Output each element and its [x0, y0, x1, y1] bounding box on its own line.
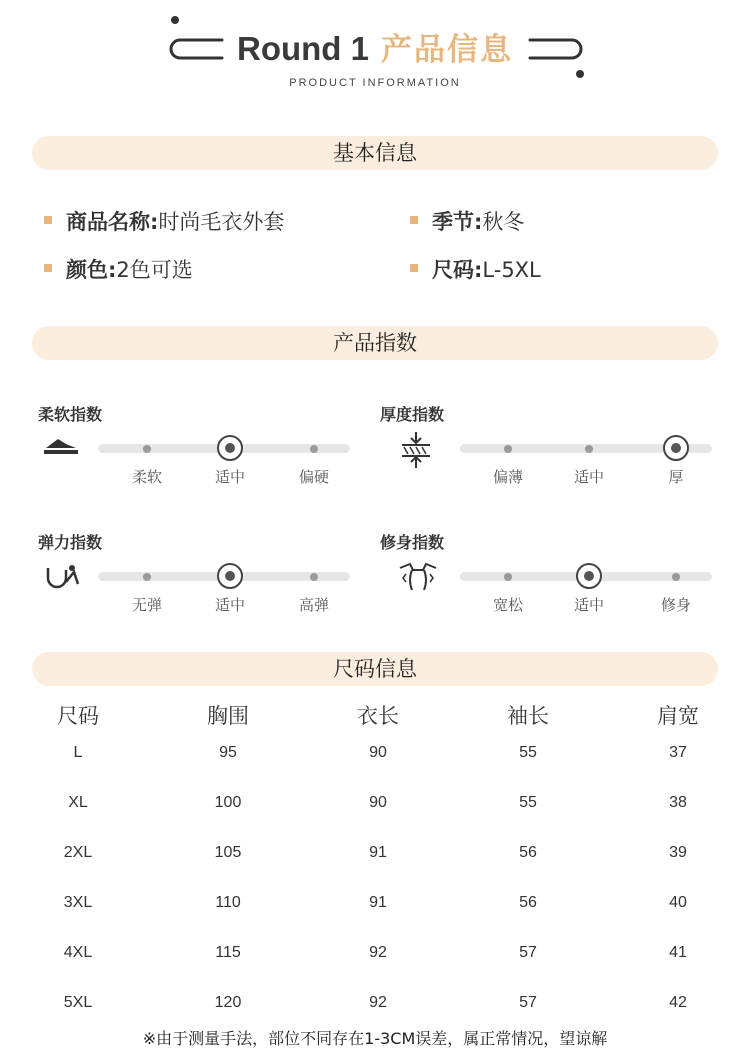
- index-selected-marker: [217, 435, 243, 461]
- measurement-note: ※由于测量手法，部位不同存在1-3CM误差，属正常情况，望谅解: [142, 1029, 608, 1048]
- index-selected-marker: [663, 435, 689, 461]
- table-cell: 57: [519, 994, 537, 1011]
- index-title: 弹力指数: [38, 533, 103, 552]
- table-cell-size: 2XL: [63, 844, 93, 861]
- index-stop-dot: [143, 573, 151, 581]
- section-basic-info: 基本信息: [32, 136, 718, 170]
- body-fit-icon: [398, 560, 438, 592]
- index-stop-dot: [504, 445, 512, 453]
- info-label: 颜色:: [66, 258, 117, 282]
- table-cell: 105: [214, 844, 242, 861]
- index-option-label: 适中: [214, 468, 245, 486]
- info-label: 商品名称:: [66, 210, 159, 234]
- index-option-label: 偏硬: [298, 468, 329, 486]
- table-cell: 41: [669, 944, 687, 961]
- index-selected-marker: [217, 563, 243, 589]
- table-cell: 56: [519, 894, 537, 911]
- index-stop-dot: [310, 573, 318, 581]
- index-stop-dot: [504, 573, 512, 581]
- index-stop-dot: [310, 445, 318, 453]
- table-cell: 100: [214, 794, 242, 811]
- index-option-label: 偏薄: [492, 468, 523, 486]
- table-cell: 90: [369, 794, 387, 811]
- index-option-label: 高弹: [298, 596, 329, 614]
- info-value: 2色可选: [116, 258, 193, 282]
- table-cell-size: 4XL: [63, 944, 93, 961]
- index-stop-dot: [672, 573, 680, 581]
- table-cell-size: 5XL: [63, 994, 93, 1011]
- index-option-label: 厚: [668, 468, 684, 486]
- section-size-info: 尺码信息: [32, 652, 718, 686]
- info-product-name: [44, 206, 284, 236]
- index-option-label: 适中: [573, 468, 604, 486]
- bullet-icon: [410, 216, 418, 224]
- index-option-label: 无弹: [131, 596, 162, 614]
- table-cell: 42: [669, 994, 687, 1011]
- table-cell: 90: [369, 744, 387, 761]
- index-stop-dot: [143, 445, 151, 453]
- index-option-label: 适中: [214, 596, 245, 614]
- info-label: 季节:: [432, 210, 483, 234]
- stretch-icon: [44, 560, 84, 592]
- index-selected-marker: [576, 563, 602, 589]
- index-title: 厚度指数: [380, 405, 445, 424]
- table-cell: 37: [669, 744, 687, 761]
- index-title: 柔软指数: [38, 405, 103, 424]
- table-cell: 40: [669, 894, 687, 911]
- table-cell: 39: [669, 844, 687, 861]
- index-title: 修身指数: [380, 533, 445, 552]
- table-cell-size: XL: [68, 794, 88, 811]
- table-cell: 92: [369, 944, 387, 961]
- table-cell: 91: [369, 894, 387, 911]
- info-size: [410, 254, 541, 284]
- info-label: 尺码:: [432, 258, 483, 282]
- bullet-icon: [410, 264, 418, 272]
- index-option-label: 适中: [573, 596, 604, 614]
- shoe-sole-icon: [42, 434, 82, 458]
- table-cell-size: 3XL: [63, 894, 93, 911]
- page-title: [0, 24, 750, 70]
- table-cell: 56: [519, 844, 537, 861]
- table-cell: 95: [219, 744, 237, 761]
- table-header-chest: 胸围: [207, 704, 249, 728]
- section-product-index: 产品指数: [32, 326, 718, 360]
- table-header-shoulder: 肩宽: [657, 704, 699, 728]
- table-header-size: 尺码: [57, 704, 99, 728]
- index-option-label: 宽松: [492, 596, 523, 614]
- info-value: 秋冬: [482, 210, 525, 234]
- title-cn: 产品信息: [380, 32, 513, 68]
- info-color: [44, 254, 193, 284]
- bullet-icon: [44, 264, 52, 272]
- index-option-label: 柔软: [131, 468, 162, 486]
- info-season: [410, 206, 524, 236]
- bullet-icon: [44, 216, 52, 224]
- table-cell: 110: [215, 894, 241, 911]
- table-cell: 120: [214, 994, 242, 1011]
- thickness-icon: [398, 430, 434, 470]
- table-cell: 115: [215, 944, 241, 961]
- info-value: L-5XL: [482, 258, 541, 282]
- table-cell: 55: [519, 744, 537, 761]
- table-cell: 57: [519, 944, 537, 961]
- table-cell: 38: [669, 794, 687, 811]
- page-subtitle: PRODUCT INFORMATION: [289, 77, 461, 89]
- table-cell: 91: [369, 844, 387, 861]
- table-cell: 92: [369, 994, 387, 1011]
- table-header-length: 衣长: [357, 704, 399, 728]
- index-stop-dot: [585, 445, 593, 453]
- table-cell: 55: [519, 794, 537, 811]
- table-cell-size: L: [73, 744, 83, 761]
- index-option-label: 修身: [660, 596, 691, 614]
- table-header-sleeve: 袖长: [507, 704, 549, 728]
- info-value: 时尚毛衣外套: [158, 210, 285, 234]
- title-en: Round 1: [237, 30, 369, 67]
